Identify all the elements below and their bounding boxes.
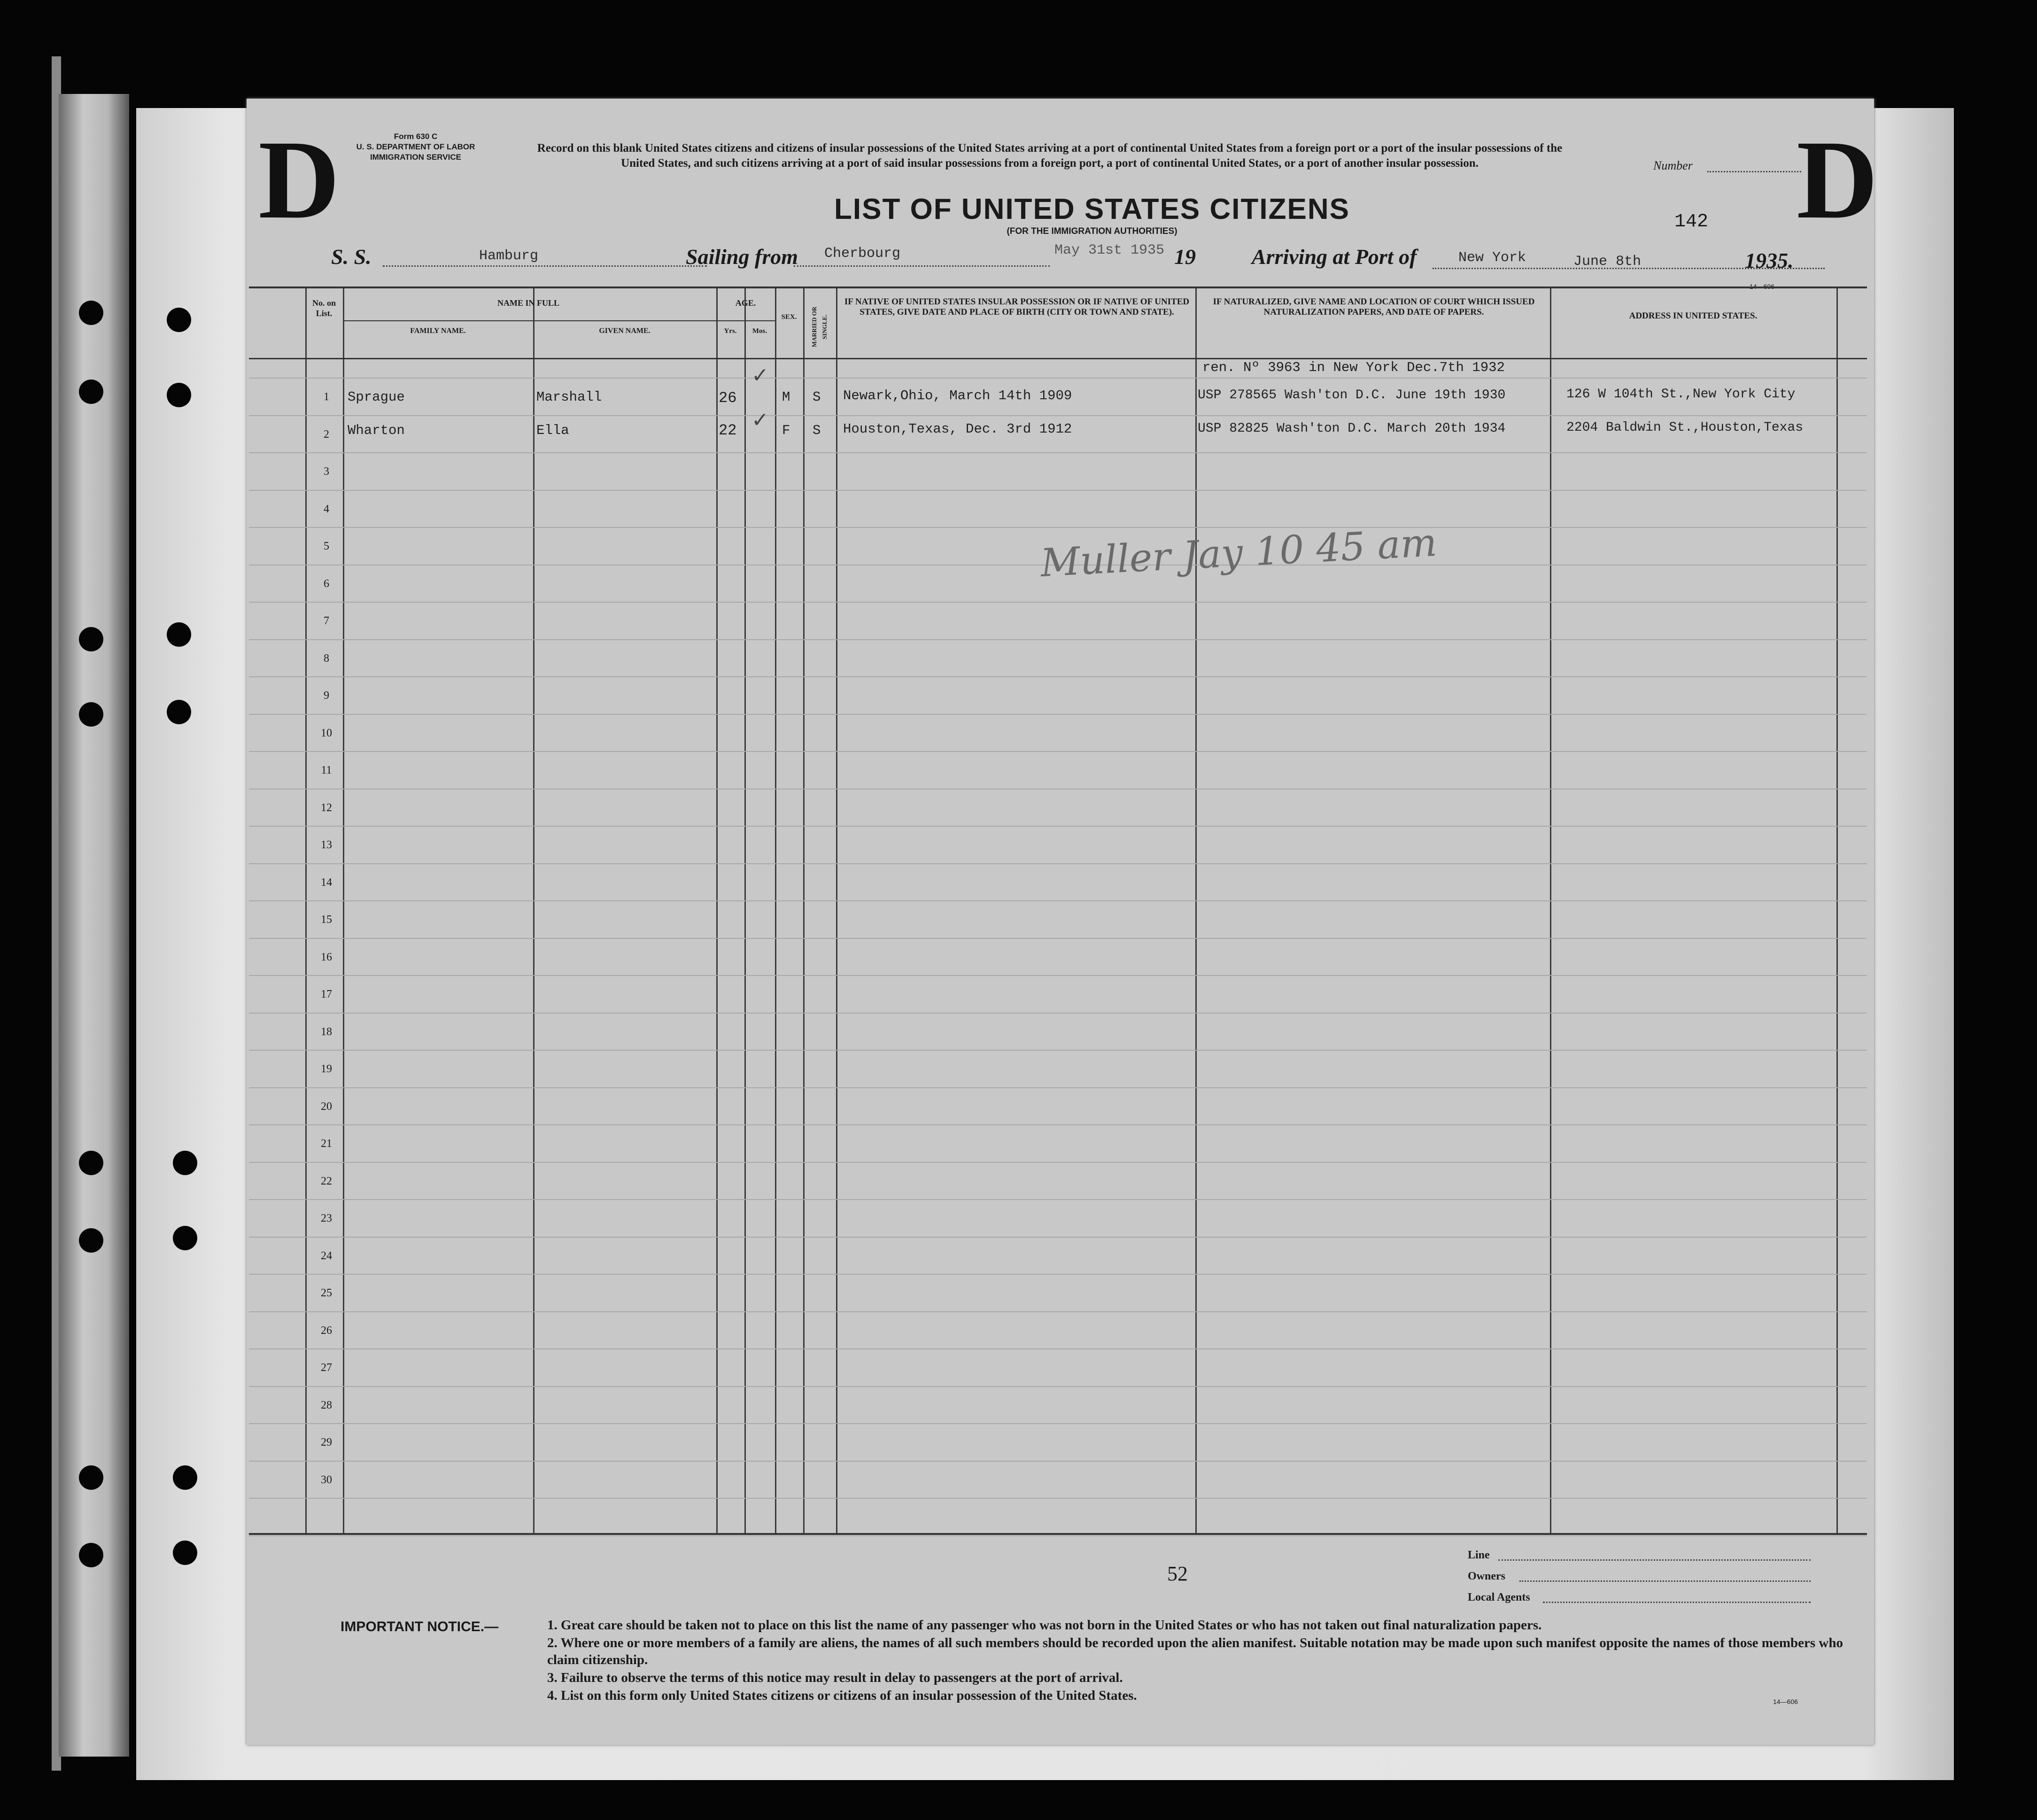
row-number: 21	[321, 1138, 332, 1150]
row-number: 9	[324, 689, 329, 702]
check-mark: ✓	[751, 364, 769, 387]
punch-hole	[79, 1465, 103, 1490]
number-blank-line	[1707, 171, 1801, 172]
col-naturalization: IF NATURALIZED, GIVE NAME AND LOCATION OF COURT WHICH ISSUED NATURALIZATION PAPERS, AND DATE OF PAPERS.	[1213, 297, 1535, 317]
ship-line	[383, 265, 707, 267]
row-rule	[249, 415, 1867, 416]
row-number: 24	[321, 1249, 332, 1262]
col-age: AGE.	[735, 298, 756, 308]
address-cell: 2204 Baldwin St.,Houston,Texas	[1566, 420, 1804, 435]
birth-place-cell: Newark,Ohio, March 14th 1909	[843, 388, 1072, 403]
form-subtitle: (FOR THE IMMIGRATION AUTHORITIES)	[1007, 226, 1177, 236]
printer-code-bottom: 14—606	[1773, 1698, 1798, 1705]
punch-hole	[79, 1151, 103, 1175]
arrival-port: New York	[1458, 250, 1526, 266]
punch-hole	[167, 700, 191, 724]
notice-item: 4. List on this form only United States citizens or citizens of an insular possession of the United States.	[547, 1688, 1137, 1703]
form-number: Form 630 C	[394, 132, 438, 141]
form-title: LIST OF UNITED STATES CITIZENS	[834, 193, 1350, 225]
punch-hole	[173, 1541, 197, 1565]
naturalization-cell: USP 82825 Wash'ton D.C. March 20th 1934	[1198, 421, 1506, 436]
address-cell: 126 W 104th St.,New York City	[1566, 387, 1796, 402]
row-rule	[249, 900, 1867, 901]
row-number: 4	[324, 503, 329, 515]
row-number: 8	[324, 652, 329, 665]
age-years-cell: 26	[719, 389, 737, 407]
row-rule	[249, 1199, 1867, 1200]
row-number: 19	[321, 1063, 332, 1075]
column-divider	[803, 288, 805, 1533]
row-rule	[249, 452, 1867, 453]
row-number: 29	[321, 1436, 332, 1448]
binder-strip	[59, 94, 129, 1757]
row-rule	[249, 378, 1867, 379]
row-number: 16	[321, 951, 332, 963]
naturalization-cell: USP 278565 Wash'ton D.C. June 19th 1930	[1198, 388, 1506, 403]
row-rule	[249, 1386, 1867, 1387]
punch-hole	[173, 1226, 197, 1250]
row-number: 5	[324, 540, 329, 552]
col-name-in-full: NAME IN FULL	[497, 298, 559, 308]
punch-hole	[167, 622, 191, 647]
punch-hole	[173, 1151, 197, 1175]
ship-name: Hamburg	[479, 248, 539, 264]
punch-hole	[167, 383, 191, 407]
row-rule	[249, 1162, 1867, 1163]
age-years-cell: 22	[719, 422, 737, 439]
row-number: 13	[321, 839, 332, 851]
row-rule	[249, 1461, 1867, 1462]
col-married-single: MARRIED OR SINGLE.	[811, 306, 828, 348]
row-number: 20	[321, 1100, 332, 1113]
local-agents-label: Local Agents	[1468, 1591, 1530, 1603]
form-issuer-block	[336, 132, 496, 163]
row-rule	[249, 1124, 1867, 1125]
column-divider	[305, 288, 307, 1533]
row-rule	[249, 602, 1867, 603]
row-number: 26	[321, 1324, 332, 1337]
row-number: 18	[321, 1025, 332, 1038]
sailing-date: May 31st 1935	[1054, 242, 1165, 258]
marital-status-cell: S	[813, 389, 821, 405]
col-birth-place: IF NATIVE OF UNITED STATES INSULAR POSSESSION OR IF NATIVE OF UNITED STATES, GIVE DATE AND PLACE OF BIRTH (CITY OR TOWN AND STATE).	[844, 297, 1190, 317]
column-divider	[716, 288, 718, 1533]
row-rule	[249, 1348, 1867, 1349]
sex-cell: F	[782, 423, 790, 438]
row-number: 28	[321, 1399, 332, 1411]
col-family-name: FAMILY NAME.	[410, 327, 466, 335]
row-rule	[249, 751, 1867, 752]
punch-hole	[79, 702, 103, 727]
punch-hole	[79, 1228, 103, 1253]
arriving-label: Arriving at Port of	[1252, 245, 1417, 269]
row-rule	[249, 789, 1867, 790]
row-rule	[249, 1050, 1867, 1051]
row-rule	[249, 1237, 1867, 1238]
notice-item: 1. Great care should be taken not to place on this list the name of any passenger who was not born in the United States or who has not taken out final naturalization papers.	[547, 1618, 1542, 1633]
marital-status-cell: S	[813, 423, 821, 438]
citizens-list-form	[247, 99, 1878, 1745]
column-divider	[744, 288, 746, 1533]
year-prefix: 19	[1174, 245, 1196, 269]
arrival-date: June 8th	[1573, 254, 1642, 270]
row-number: 1	[324, 391, 329, 403]
header-subrule	[343, 320, 775, 321]
important-notice-title: IMPORTANT NOTICE.—	[341, 1619, 499, 1634]
sheet-number: 52	[1167, 1562, 1188, 1585]
row-number: 25	[321, 1287, 332, 1299]
arrival-year: 1935.	[1745, 248, 1794, 272]
service-name: IMMIGRATION SERVICE	[370, 153, 461, 162]
given-name-cell: Marshall	[536, 389, 602, 405]
line-blank	[1498, 1559, 1811, 1561]
punch-hole	[79, 627, 103, 651]
column-divider	[1550, 288, 1551, 1533]
row-rule	[249, 1423, 1867, 1424]
row-number: 27	[321, 1362, 332, 1374]
col-no: No. on List.	[312, 298, 336, 318]
column-divider	[1195, 288, 1197, 1533]
check-mark: ✓	[751, 409, 769, 432]
line-label: Line	[1468, 1549, 1490, 1561]
row-number: 22	[321, 1175, 332, 1187]
ss-label: S. S.	[331, 245, 372, 269]
punch-hole	[79, 1543, 103, 1567]
row-number: 7	[324, 615, 329, 627]
col-mos: Mos.	[752, 327, 767, 335]
row-number: 2	[324, 428, 329, 441]
header-rule	[249, 358, 1867, 359]
row-rule	[249, 826, 1867, 827]
row-number: 15	[321, 914, 332, 926]
owners-blank	[1519, 1580, 1811, 1582]
punch-hole	[173, 1465, 197, 1490]
family-name-cell: Sprague	[348, 389, 405, 405]
owners-label: Owners	[1468, 1570, 1505, 1582]
row-rule	[249, 938, 1867, 939]
row-rule	[249, 1087, 1867, 1088]
punch-hole	[167, 308, 191, 332]
row-rule	[249, 1498, 1867, 1499]
row-rule	[249, 1274, 1867, 1275]
sailing-label: Sailing from	[686, 245, 798, 269]
column-divider	[533, 288, 534, 1533]
notice-item: 3. Failure to observe the terms of this notice may result in delay to passengers at the port of arrival.	[547, 1670, 1123, 1685]
row-number: 14	[321, 876, 332, 889]
form-letter-right: D	[1797, 117, 1878, 242]
row-number: 6	[324, 577, 329, 590]
row-number: 10	[321, 727, 332, 739]
number-label: Number	[1653, 159, 1693, 172]
page-number: 142	[1674, 211, 1709, 232]
passenger-table	[249, 287, 1867, 1535]
department-name: U. S. DEPARTMENT OF LABOR	[356, 142, 475, 151]
row-number: 30	[321, 1473, 332, 1486]
form-instruction: Record on this blank United States citizens and citizens of insular possessions of the United States arriving at a port of continental United States from a foreign port or a port of the insular possessions of the United States, and such citizens arriving at a port of said insular possessions from a foreign port, a port of continental United States, or a port of another insular possession.	[537, 142, 1563, 170]
given-name-cell: Ella	[536, 423, 569, 438]
naturalization-note: ren. Nº 3963 in New York Dec.7th 1932	[1202, 360, 1505, 375]
sailing-port: Cherbourg	[824, 246, 901, 262]
birth-place-cell: Houston,Texas, Dec. 3rd 1912	[843, 421, 1072, 437]
row-rule	[249, 1013, 1867, 1014]
row-rule	[249, 639, 1867, 640]
punch-hole	[79, 301, 103, 325]
col-sex: SEX.	[781, 313, 797, 321]
local-agents-blank	[1543, 1602, 1811, 1603]
row-rule	[249, 1535, 1867, 1536]
row-number: 23	[321, 1212, 332, 1224]
row-number: 3	[324, 465, 329, 478]
row-rule	[249, 490, 1867, 491]
sailing-port-line	[794, 265, 1050, 267]
row-rule	[249, 1311, 1867, 1312]
row-rule	[249, 863, 1867, 864]
row-number: 17	[321, 988, 332, 1000]
column-divider	[775, 288, 776, 1533]
col-yrs: Yrs.	[724, 327, 737, 335]
punch-hole	[79, 379, 103, 404]
column-divider	[343, 288, 344, 1533]
row-number: 11	[321, 764, 332, 776]
row-rule	[249, 676, 1867, 677]
col-address: ADDRESS IN UNITED STATES.	[1629, 311, 1758, 321]
column-divider	[1836, 288, 1838, 1533]
notice-item: 2. Where one or more members of a family are aliens, the names of all such members should be recorded upon the alien manifest. Suitable notation may be made upon such manifest opposite the names of those members who claim citizenship.	[547, 1635, 1843, 1667]
row-rule	[249, 975, 1867, 976]
handwritten-annotation: Muller Jay 10 45 am	[1039, 520, 1438, 586]
row-rule	[249, 527, 1867, 528]
col-given-name: GIVEN NAME.	[599, 327, 651, 335]
form-letter-left: D	[258, 117, 340, 242]
sex-cell: M	[782, 389, 790, 405]
family-name-cell: Wharton	[348, 423, 405, 438]
column-divider	[836, 288, 837, 1533]
printer-code-top: 14—606	[1750, 283, 1774, 290]
row-number: 12	[321, 801, 332, 814]
row-rule	[249, 714, 1867, 715]
